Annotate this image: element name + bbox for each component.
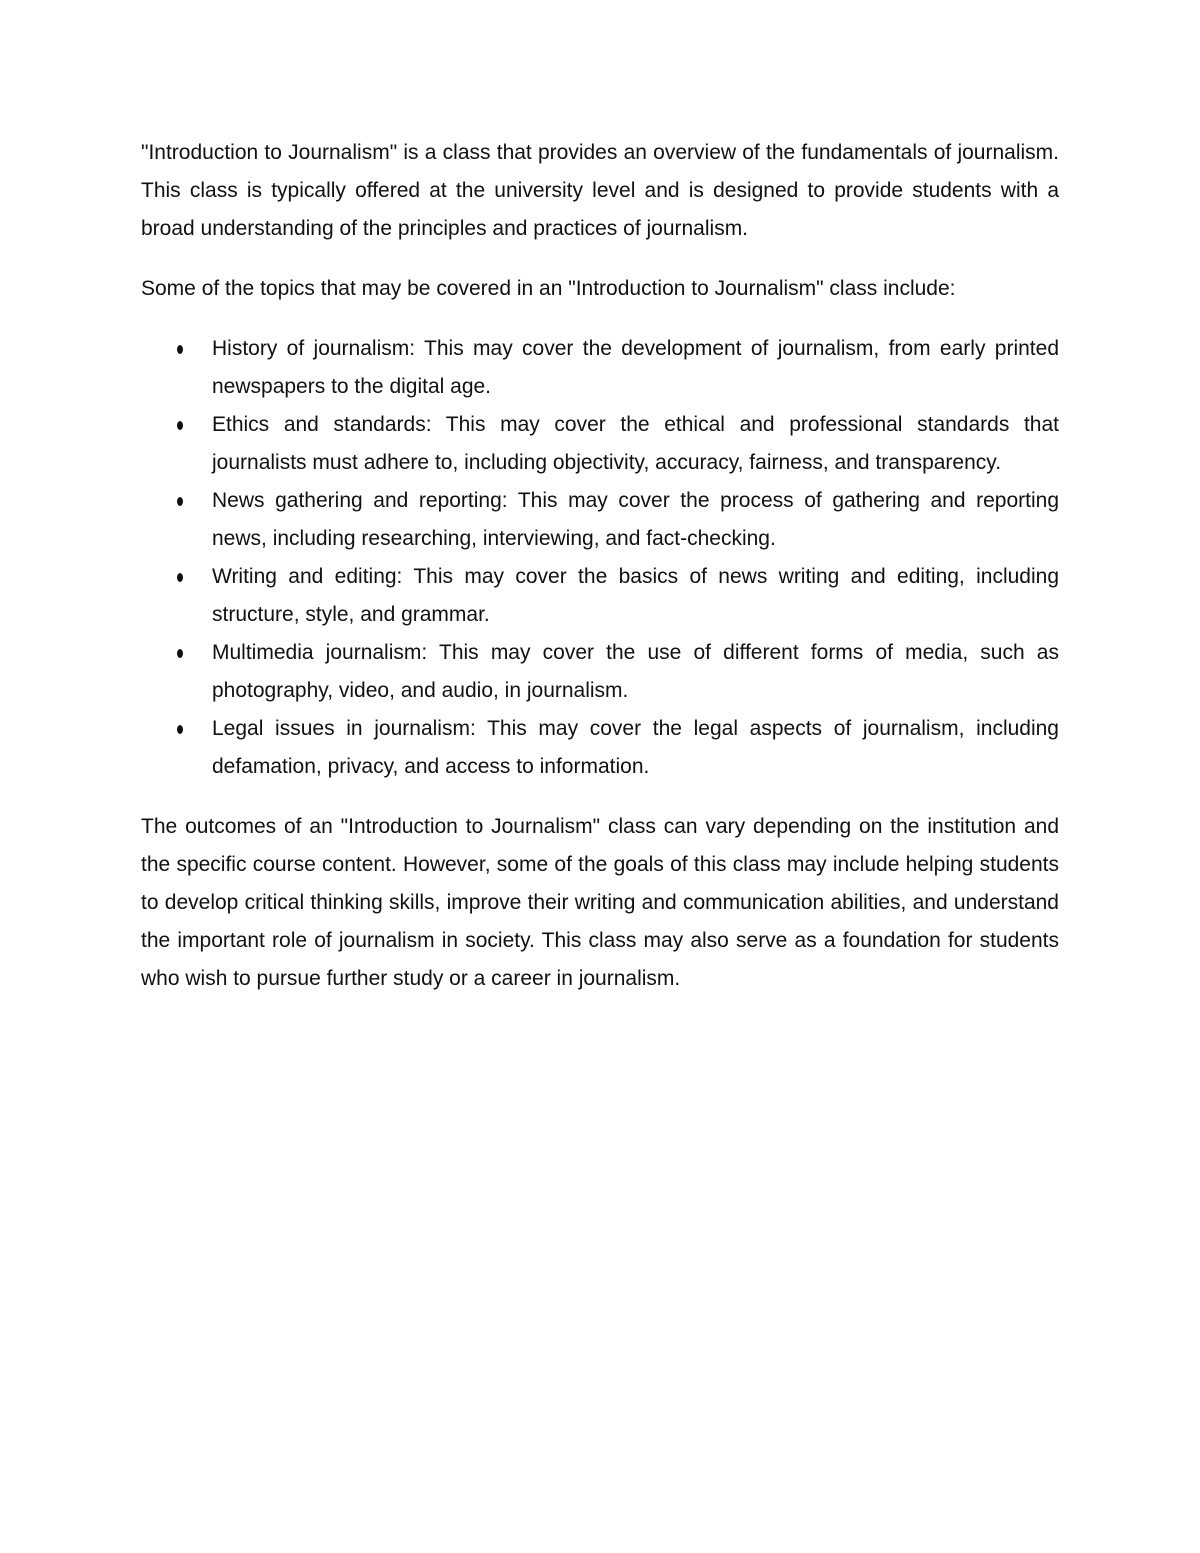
list-item [141, 482, 1059, 558]
bullet-icon [174, 330, 186, 368]
topic-list [141, 330, 1059, 786]
intro-paragraph: "Introduction to Journalism" is a class that provides an overview of the fundamentals of journalism. This class is typically offered at the university level and is designed to provide students with a broad understanding of the principles and practices of journalism. [141, 141, 1059, 240]
list-item [141, 406, 1059, 482]
bullet-icon [174, 558, 186, 596]
outcomes-paragraph: The outcomes of an "Introduction to Journalism" class can vary depending on the institution and the specific course content. However, some of the goals of this class may include helping students to develop critical thinking skills, improve their writing and communication abilities, and understand the important role of journalism in society. This class may also serve as a foundation for students who wish to pursue further study or a career in journalism. [141, 815, 1059, 990]
topic-text: Ethics and standards: This may cover the ethical and professional standards that journalists must adhere to, including objectivity, accuracy, fairness, and transparency. [212, 413, 1059, 474]
topic-text: News gathering and reporting: This may cover the process of gathering and reporting news, including researching, interviewing, and fact-checking. [212, 489, 1059, 550]
bullet-icon [174, 482, 186, 520]
list-item [141, 330, 1059, 406]
list-item [141, 710, 1059, 786]
bullet-icon [174, 634, 186, 672]
topic-text: Multimedia journalism: This may cover the use of different forms of media, such as photography, video, and audio, in journalism. [212, 641, 1059, 702]
topic-text: Writing and editing: This may cover the basics of news writing and editing, including structure, style, and grammar. [212, 565, 1059, 626]
bullet-icon [174, 710, 186, 748]
topics-intro-paragraph: Some of the topics that may be covered in an "Introduction to Journalism" class include: [141, 277, 956, 300]
topic-text: History of journalism: This may cover the development of journalism, from early printed newspapers to the digital age. [212, 337, 1059, 398]
list-item [141, 558, 1059, 634]
bullet-icon [174, 406, 186, 444]
list-item [141, 634, 1059, 710]
topic-text: Legal issues in journalism: This may cover the legal aspects of journalism, including defamation, privacy, and access to information. [212, 717, 1059, 778]
document-page [141, 134, 1059, 998]
